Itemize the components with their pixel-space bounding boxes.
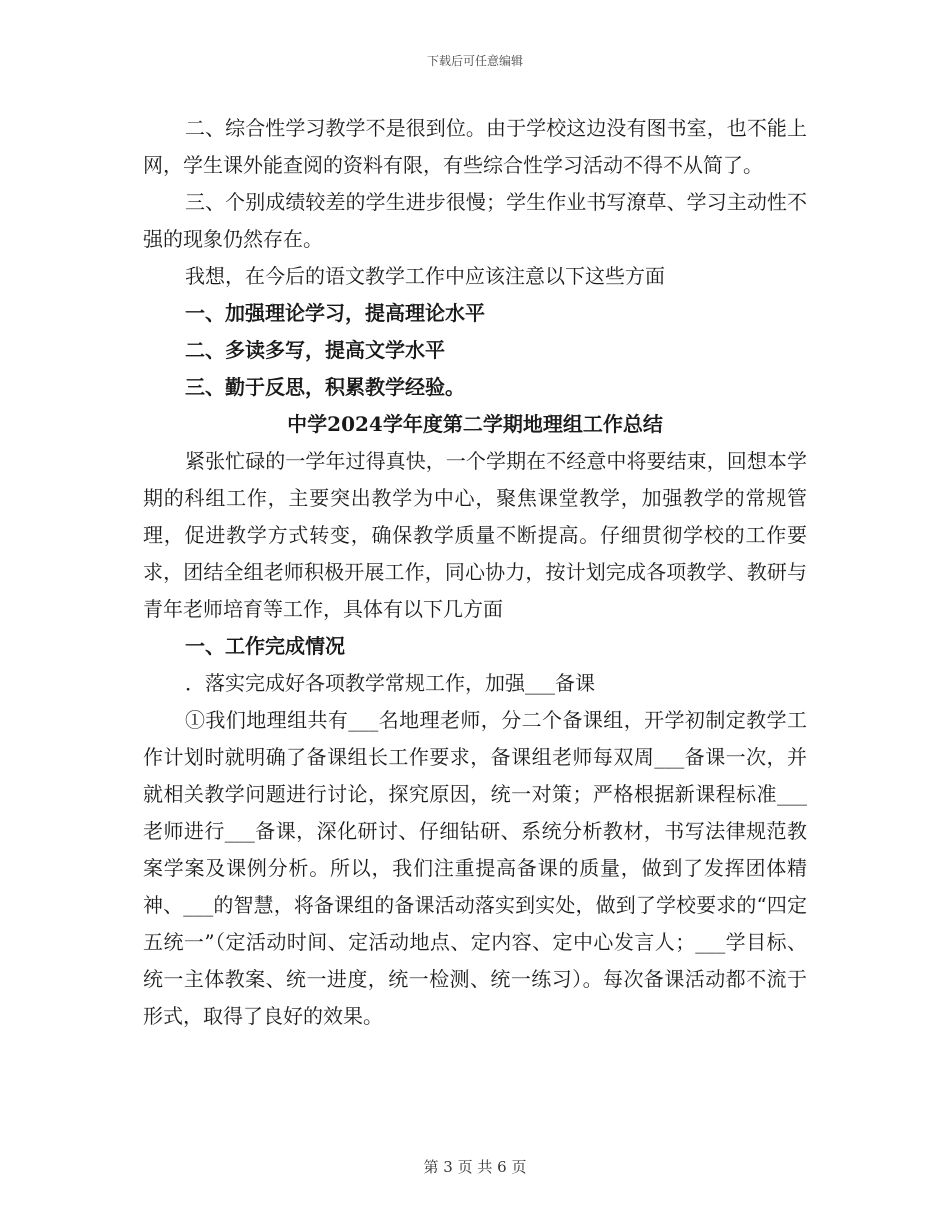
paragraph-future-intro: 我想，在今后的语文教学工作中应该注意以下这些方面 [185,264,665,288]
page-footer: 第 3 页 共 6 页 [423,1158,527,1176]
section-heading-work-completion: 一、工作完成情况 [185,634,345,658]
heading-reflection: 三、勤于反思，积累教学经验。 [185,375,465,399]
heading-reading-writing: 二、多读多写，提高文学水平 [185,338,445,362]
paragraph-comprehensive-learning: 二、综合性学习教学不是很到位。由于学校这边没有图书室，也不能上网，学生课外能查阅的资料有限，有些综合性学习活动不得不从简了。 [143,116,807,177]
paragraph-intro-summary: 紧张忙碌的一学年过得真快，一个学期在不经意中将要结束，回想本学期的科组工作，主要突出教学为中心，聚焦课堂教学，加强教学的常规管理，促进教学方式转变，确保教学质量不断提高。仔细贯彻学校的工作要求，团结全组老师积极开展工作，同心协力，按计划完成各项教学、教研与青年老师培育等工作，具体有以下几方面 [143,449,807,621]
subheading-teaching-routine: ．落实完成好各项教学常规工作，加强___备课 [185,671,595,695]
paragraph-lesson-preparation: ①我们地理组共有___名地理老师，分二个备课组，开学初制定教学工作计划时就明确了备课组长工作要求，备课组老师每双周___备课一次，并就相关教学问题进行讨论，探究原因，统一对策；严格根据新课程标准___老师进行___备课，深化研讨、仔细钻研、系统分析教材，书写法律规范教案学案及课例分析。所以，我们注重提高备课的质量，做到了发挥团体精神、___的智慧，将备课组的备课活动落实到实处，做到了学校要求的“四定五统一”（定活动时间、定活动地点、定内容、定中心发言人；___学目标、统一主体教案、统一进度，统一检测、统一练习）。每次备课活动都不流于形式，取得了良好的效果。 [143,708,807,1028]
paragraph-weak-students: 三、个别成绩较差的学生进步很慢；学生作业书写潦草、学习主动性不强的现象仍然存在。 [143,190,807,251]
heading-theory-study: 一、加强理论学习，提高理论水平 [185,301,485,325]
page-header: 下载后可任意编辑 [426,54,523,68]
document-title: 中学2024学年度第二学期地理组工作总结 [287,412,663,436]
document-body [143,110,807,1035]
